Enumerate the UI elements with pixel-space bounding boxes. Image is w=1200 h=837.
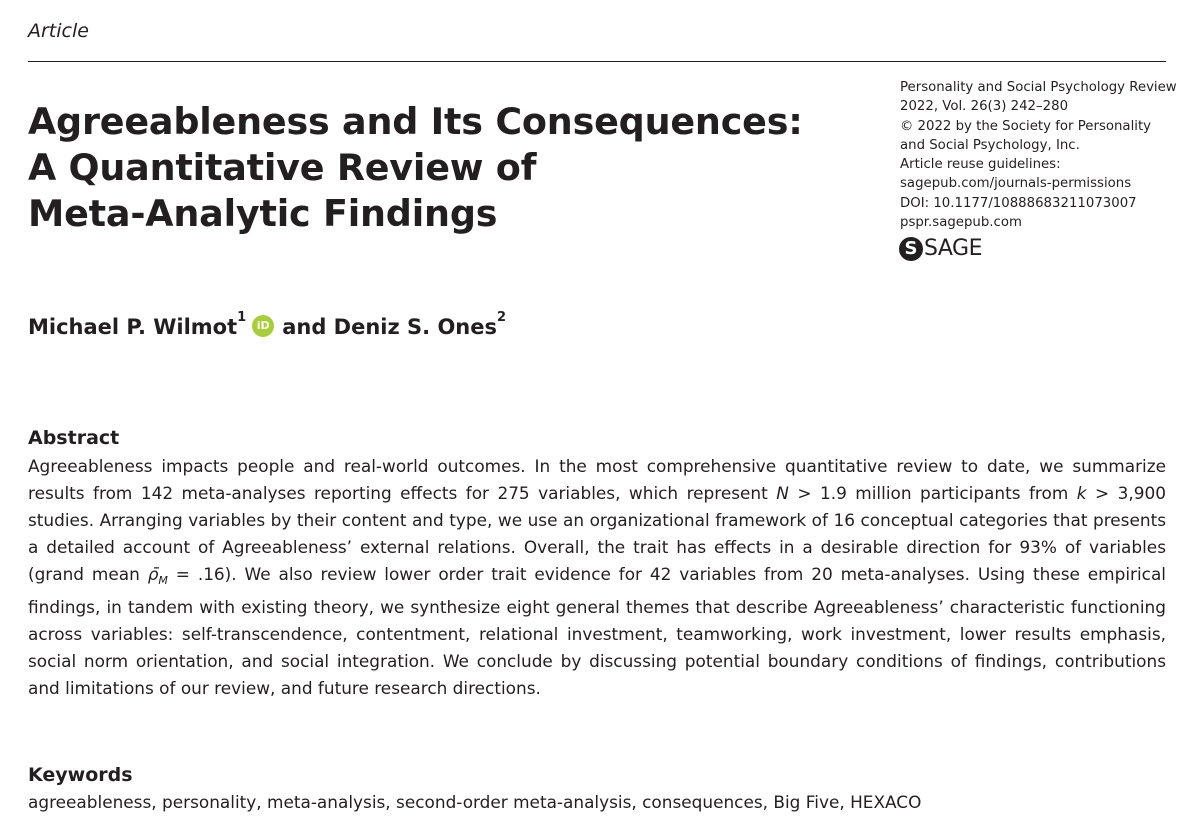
header-rule [28, 61, 1166, 62]
abstract-heading: Abstract [28, 427, 120, 449]
sage-logo-text: SAGE [924, 236, 982, 261]
copyright-line: © 2022 by the Society for Personality [900, 118, 1152, 134]
reuse-label: Article reuse guidelines: [900, 157, 1061, 173]
sage-logo [899, 236, 982, 262]
article-title [28, 99, 828, 237]
abstract-text: Agreeableness impacts people and real-world outcomes. In the most comprehensive quantitative review to date, we summarize results from 142 meta-analyses reporting effects for 275 variables, which represent N > 1.9 million participants from k > 3,900 studies. Arranging variables by their content and type, we use an organizational framework of 16 conceptual categories that presents a detailed account of Agreeableness’ external relations. Overall, the trait has effects in a desirable direction for 93% of variables (grand mean $\rhō_M = .16$). We also review lower order trait evidence for 42 variables from 20 meta-analyses. Using these empirical findings, in tandem with existing theory, we synthesize eight general themes that describe Agreeableness’ characteristic functioning across variables: self-transcendence, contentment, relational investment, teamworking, work investment, lower results emphasis, social norm orientation, and social integration. We conclude by discussing potential boundary conditions of findings, contributions and limitations of our review, and future research directions. [28, 456, 1167, 699]
keywords-heading: Keywords [28, 764, 133, 786]
orcid-icon[interactable]: iD [252, 315, 274, 337]
title-line: Agreeableness and Its Consequences: [28, 100, 803, 143]
sage-logo-mark: S [899, 237, 923, 261]
author-line [28, 312, 506, 342]
keywords-text: agreeableness, personality, meta-analysis, second-order meta-analysis, consequences, Big Five, HEXACO [28, 792, 922, 812]
affiliation-marker: 1 [237, 310, 247, 325]
author-connector: and [282, 315, 327, 339]
doi[interactable]: DOI: 10.1177/10888683211073007 [900, 195, 1137, 211]
title-line: Meta-Analytic Findings [28, 192, 498, 235]
author-name: Deniz S. Ones [333, 315, 497, 339]
journal-url[interactable]: pspr.sagepub.com [900, 215, 1022, 231]
author-name: Michael P. Wilmot [28, 315, 238, 339]
reuse-link[interactable]: sagepub.com/journals-permissions [900, 176, 1132, 192]
affiliation-marker: 2 [497, 310, 507, 325]
copyright-line: and Social Psychology, Inc. [900, 137, 1080, 153]
journal-volume: 2022, Vol. 26(3) 242–280 [900, 99, 1069, 115]
article-type-label: Article [28, 20, 89, 42]
journal-name: Personality and Social Psychology Review [900, 80, 1177, 95]
journal-info [900, 78, 1180, 232]
title-line: A Quantitative Review of [28, 146, 537, 189]
